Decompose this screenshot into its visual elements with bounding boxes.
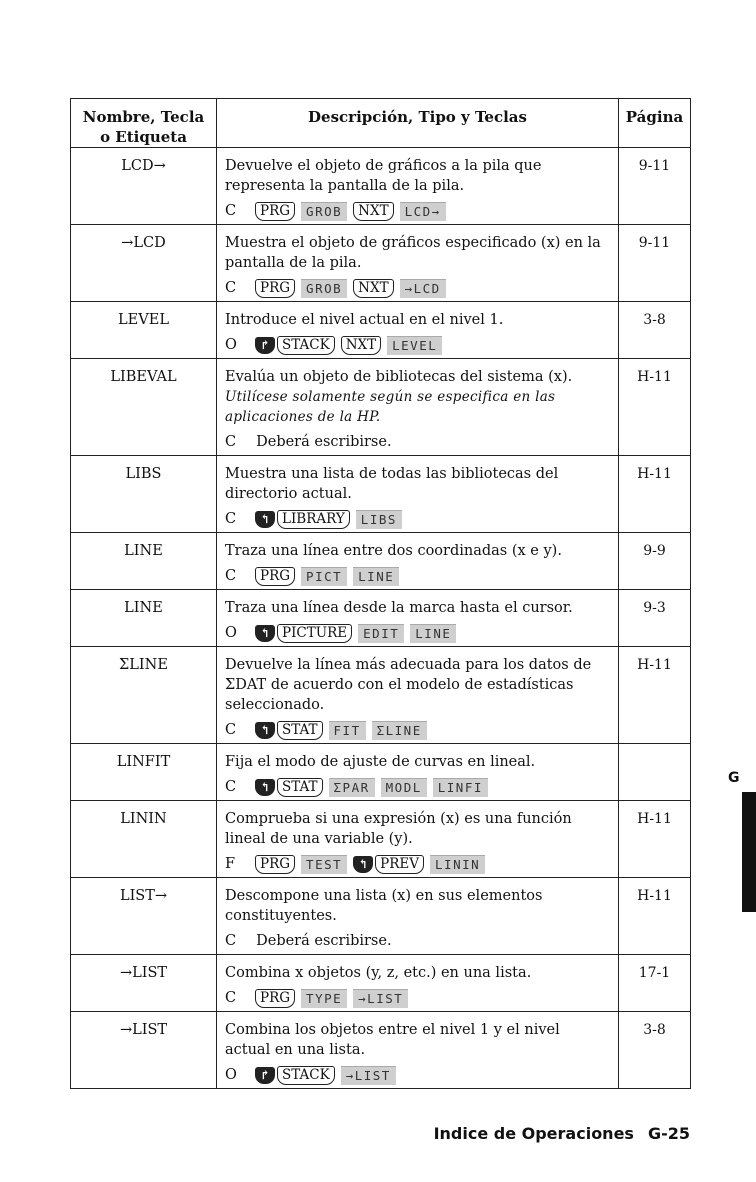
menu-softkey: →LIST (341, 1066, 396, 1085)
usage-note-line: Utilícese solamente según se especifica en las (225, 389, 556, 405)
menu-softkey: ΣPAR (329, 778, 375, 797)
menu-softkey: →LIST (353, 989, 408, 1008)
operation-type: O (225, 1067, 237, 1083)
description-line: representa la pantalla de la pila. (225, 178, 465, 194)
operation-description (217, 359, 619, 456)
page-reference: 9-3 (619, 590, 691, 647)
description-line: Combina los objetos entre el nivel 1 y el nivel (225, 1022, 560, 1038)
description-line: Devuelve la línea más adecuada para los datos de (225, 657, 592, 673)
calculator-key: NXT (353, 279, 393, 298)
page-reference: 9-9 (619, 533, 691, 590)
type-note: Deberá escribirse. (256, 434, 392, 450)
description-line: Fija el modo de ajuste de curvas en lineal. (225, 754, 536, 770)
page-footer (434, 1124, 690, 1143)
key-sequence (225, 775, 610, 799)
operation-description (217, 302, 619, 359)
calculator-key: STAT (277, 778, 323, 797)
description-line: ΣDAT de acuerdo con el modelo de estadísticas (225, 677, 574, 693)
page-reference: H-11 (619, 878, 691, 955)
operation-name: LCD→ (71, 148, 217, 225)
usage-note-line: aplicaciones de la HP. (225, 409, 381, 425)
operation-type: C (225, 990, 237, 1006)
key-sequence (225, 621, 610, 645)
description-line: Comprueba si una expresión (x) es una función (225, 811, 572, 827)
header-description: Descripción, Tipo y Teclas (217, 99, 619, 148)
table-row (71, 1012, 691, 1089)
description-line: pantalla de la pila. (225, 255, 362, 271)
operation-type: O (225, 625, 237, 641)
operation-description (217, 647, 619, 744)
description-line: Muestra una lista de todas las bibliotecas del (225, 466, 559, 482)
type-note: Deberá escribirse. (256, 933, 392, 949)
table-row (71, 456, 691, 533)
footer-page-number: G-25 (647, 1124, 690, 1143)
page-reference: 3-8 (619, 1012, 691, 1089)
operation-description (217, 456, 619, 533)
key-sequence (225, 199, 610, 223)
table-row (71, 744, 691, 801)
calculator-key: PICTURE (277, 624, 352, 643)
menu-softkey: →LCD (400, 279, 446, 298)
page-reference: H-11 (619, 359, 691, 456)
right-shift-key-icon: ↱ (255, 1067, 275, 1084)
operation-type: O (225, 337, 237, 353)
operation-description (217, 148, 619, 225)
operation-name: LININ (71, 801, 217, 878)
operation-description (217, 878, 619, 955)
page-reference: H-11 (619, 801, 691, 878)
key-sequence (225, 1063, 610, 1087)
calculator-key: STAT (277, 721, 323, 740)
menu-softkey: LIBS (356, 510, 402, 529)
header-name-line-2: o Etiqueta (100, 128, 187, 146)
description-line: Descompone una lista (x) en sus elementos (225, 888, 543, 904)
menu-softkey: GROB (301, 202, 347, 221)
description-line: Introduce el nivel actual en el nivel 1. (225, 312, 504, 328)
section-tab-letter: G (728, 770, 740, 786)
table-row (71, 878, 691, 955)
page-reference: H-11 (619, 456, 691, 533)
header-name (71, 99, 217, 148)
description-line: directorio actual. (225, 486, 352, 502)
calculator-key: NXT (353, 202, 393, 221)
table-row (71, 590, 691, 647)
operations-table (70, 98, 691, 1089)
menu-softkey: MODL (381, 778, 427, 797)
table-row (71, 225, 691, 302)
calculator-key: STACK (277, 1066, 335, 1085)
menu-softkey: LCD→ (400, 202, 446, 221)
operation-description (217, 744, 619, 801)
table-row (71, 801, 691, 878)
key-sequence (225, 507, 610, 531)
operation-name: →LIST (71, 955, 217, 1012)
operation-type: F (225, 856, 236, 872)
menu-softkey: PICT (301, 567, 347, 586)
section-tab-marker (742, 792, 756, 912)
operation-name: LIBEVAL (71, 359, 217, 456)
operation-name: LINE (71, 533, 217, 590)
operation-name: →LCD (71, 225, 217, 302)
calculator-key: LIBRARY (277, 510, 350, 529)
operation-type: C (225, 280, 237, 296)
operation-type: C (225, 933, 237, 949)
operation-name: →LIST (71, 1012, 217, 1089)
calculator-key: PRG (255, 279, 295, 298)
calculator-key: PREV (375, 855, 424, 874)
menu-softkey: TYPE (301, 989, 347, 1008)
page-reference: 9-11 (619, 148, 691, 225)
operation-description (217, 1012, 619, 1089)
page-reference: H-11 (619, 647, 691, 744)
calculator-key: NXT (341, 336, 381, 355)
right-shift-key-icon: ↱ (255, 337, 275, 354)
menu-softkey: EDIT (358, 624, 404, 643)
operation-description (217, 225, 619, 302)
menu-softkey: TEST (301, 855, 347, 874)
table-row (71, 647, 691, 744)
menu-softkey: GROB (301, 279, 347, 298)
menu-softkey: LINE (410, 624, 456, 643)
page-reference: 17-1 (619, 955, 691, 1012)
table-row (71, 533, 691, 590)
left-shift-key-icon: ↰ (255, 779, 275, 796)
description-line: Traza una línea entre dos coordinadas (x e y). (225, 543, 562, 559)
operation-type: C (225, 434, 237, 450)
key-sequence (225, 718, 610, 742)
operation-name: LEVEL (71, 302, 217, 359)
operation-type: C (225, 568, 237, 584)
operation-name: LINFIT (71, 744, 217, 801)
operation-description (217, 801, 619, 878)
page-reference (619, 744, 691, 801)
left-shift-key-icon: ↰ (353, 856, 373, 873)
left-shift-key-icon: ↰ (255, 511, 275, 528)
description-line: lineal de una variable (y). (225, 831, 413, 847)
menu-softkey: LININ (430, 855, 485, 874)
key-sequence (225, 986, 610, 1010)
description-line: Combina x objetos (y, z, etc.) en una lista. (225, 965, 532, 981)
table-row (71, 302, 691, 359)
footer-section-title: Indice de Operaciones (433, 1124, 634, 1143)
operation-type: C (225, 203, 237, 219)
operation-description (217, 955, 619, 1012)
description-line: Devuelve el objeto de gráficos a la pila que (225, 158, 542, 174)
calculator-key: PRG (255, 989, 295, 1008)
left-shift-key-icon: ↰ (255, 625, 275, 642)
menu-softkey: FIT (329, 721, 366, 740)
key-sequence (225, 276, 610, 300)
menu-softkey: LEVEL (387, 336, 442, 355)
description-line: constituyentes. (225, 908, 337, 924)
menu-softkey: LINFI (433, 778, 488, 797)
table-row (71, 148, 691, 225)
description-line: Muestra el objeto de gráficos especificado (x) en la (225, 235, 601, 251)
header-name-line-1: Nombre, Tecla (82, 108, 205, 126)
key-sequence (225, 430, 610, 454)
left-shift-key-icon: ↰ (255, 722, 275, 739)
operation-name: LIST→ (71, 878, 217, 955)
key-sequence (225, 333, 610, 357)
calculator-key: PRG (255, 202, 295, 221)
description-line: Traza una línea desde la marca hasta el cursor. (225, 600, 573, 616)
key-sequence (225, 852, 610, 876)
operation-type: C (225, 779, 237, 795)
operation-name: LINE (71, 590, 217, 647)
page-reference: 9-11 (619, 225, 691, 302)
menu-softkey: ΣLINE (372, 721, 427, 740)
operation-description (217, 590, 619, 647)
description-line: Evalúa un objeto de bibliotecas del sistema (x). (225, 369, 573, 385)
operation-description (217, 533, 619, 590)
operation-type: C (225, 511, 237, 527)
calculator-key: PRG (255, 567, 295, 586)
key-sequence (225, 929, 610, 953)
table-row (71, 955, 691, 1012)
operation-type: C (225, 722, 237, 738)
page-reference: 3-8 (619, 302, 691, 359)
table-row (71, 359, 691, 456)
calculator-key: PRG (255, 855, 295, 874)
key-sequence (225, 564, 610, 588)
header-page: Página (619, 99, 691, 148)
description-line: seleccionado. (225, 697, 325, 713)
calculator-key: STACK (277, 336, 335, 355)
menu-softkey: LINE (353, 567, 399, 586)
description-line: actual en una lista. (225, 1042, 366, 1058)
operation-name: LIBS (71, 456, 217, 533)
operation-name: ΣLINE (71, 647, 217, 744)
